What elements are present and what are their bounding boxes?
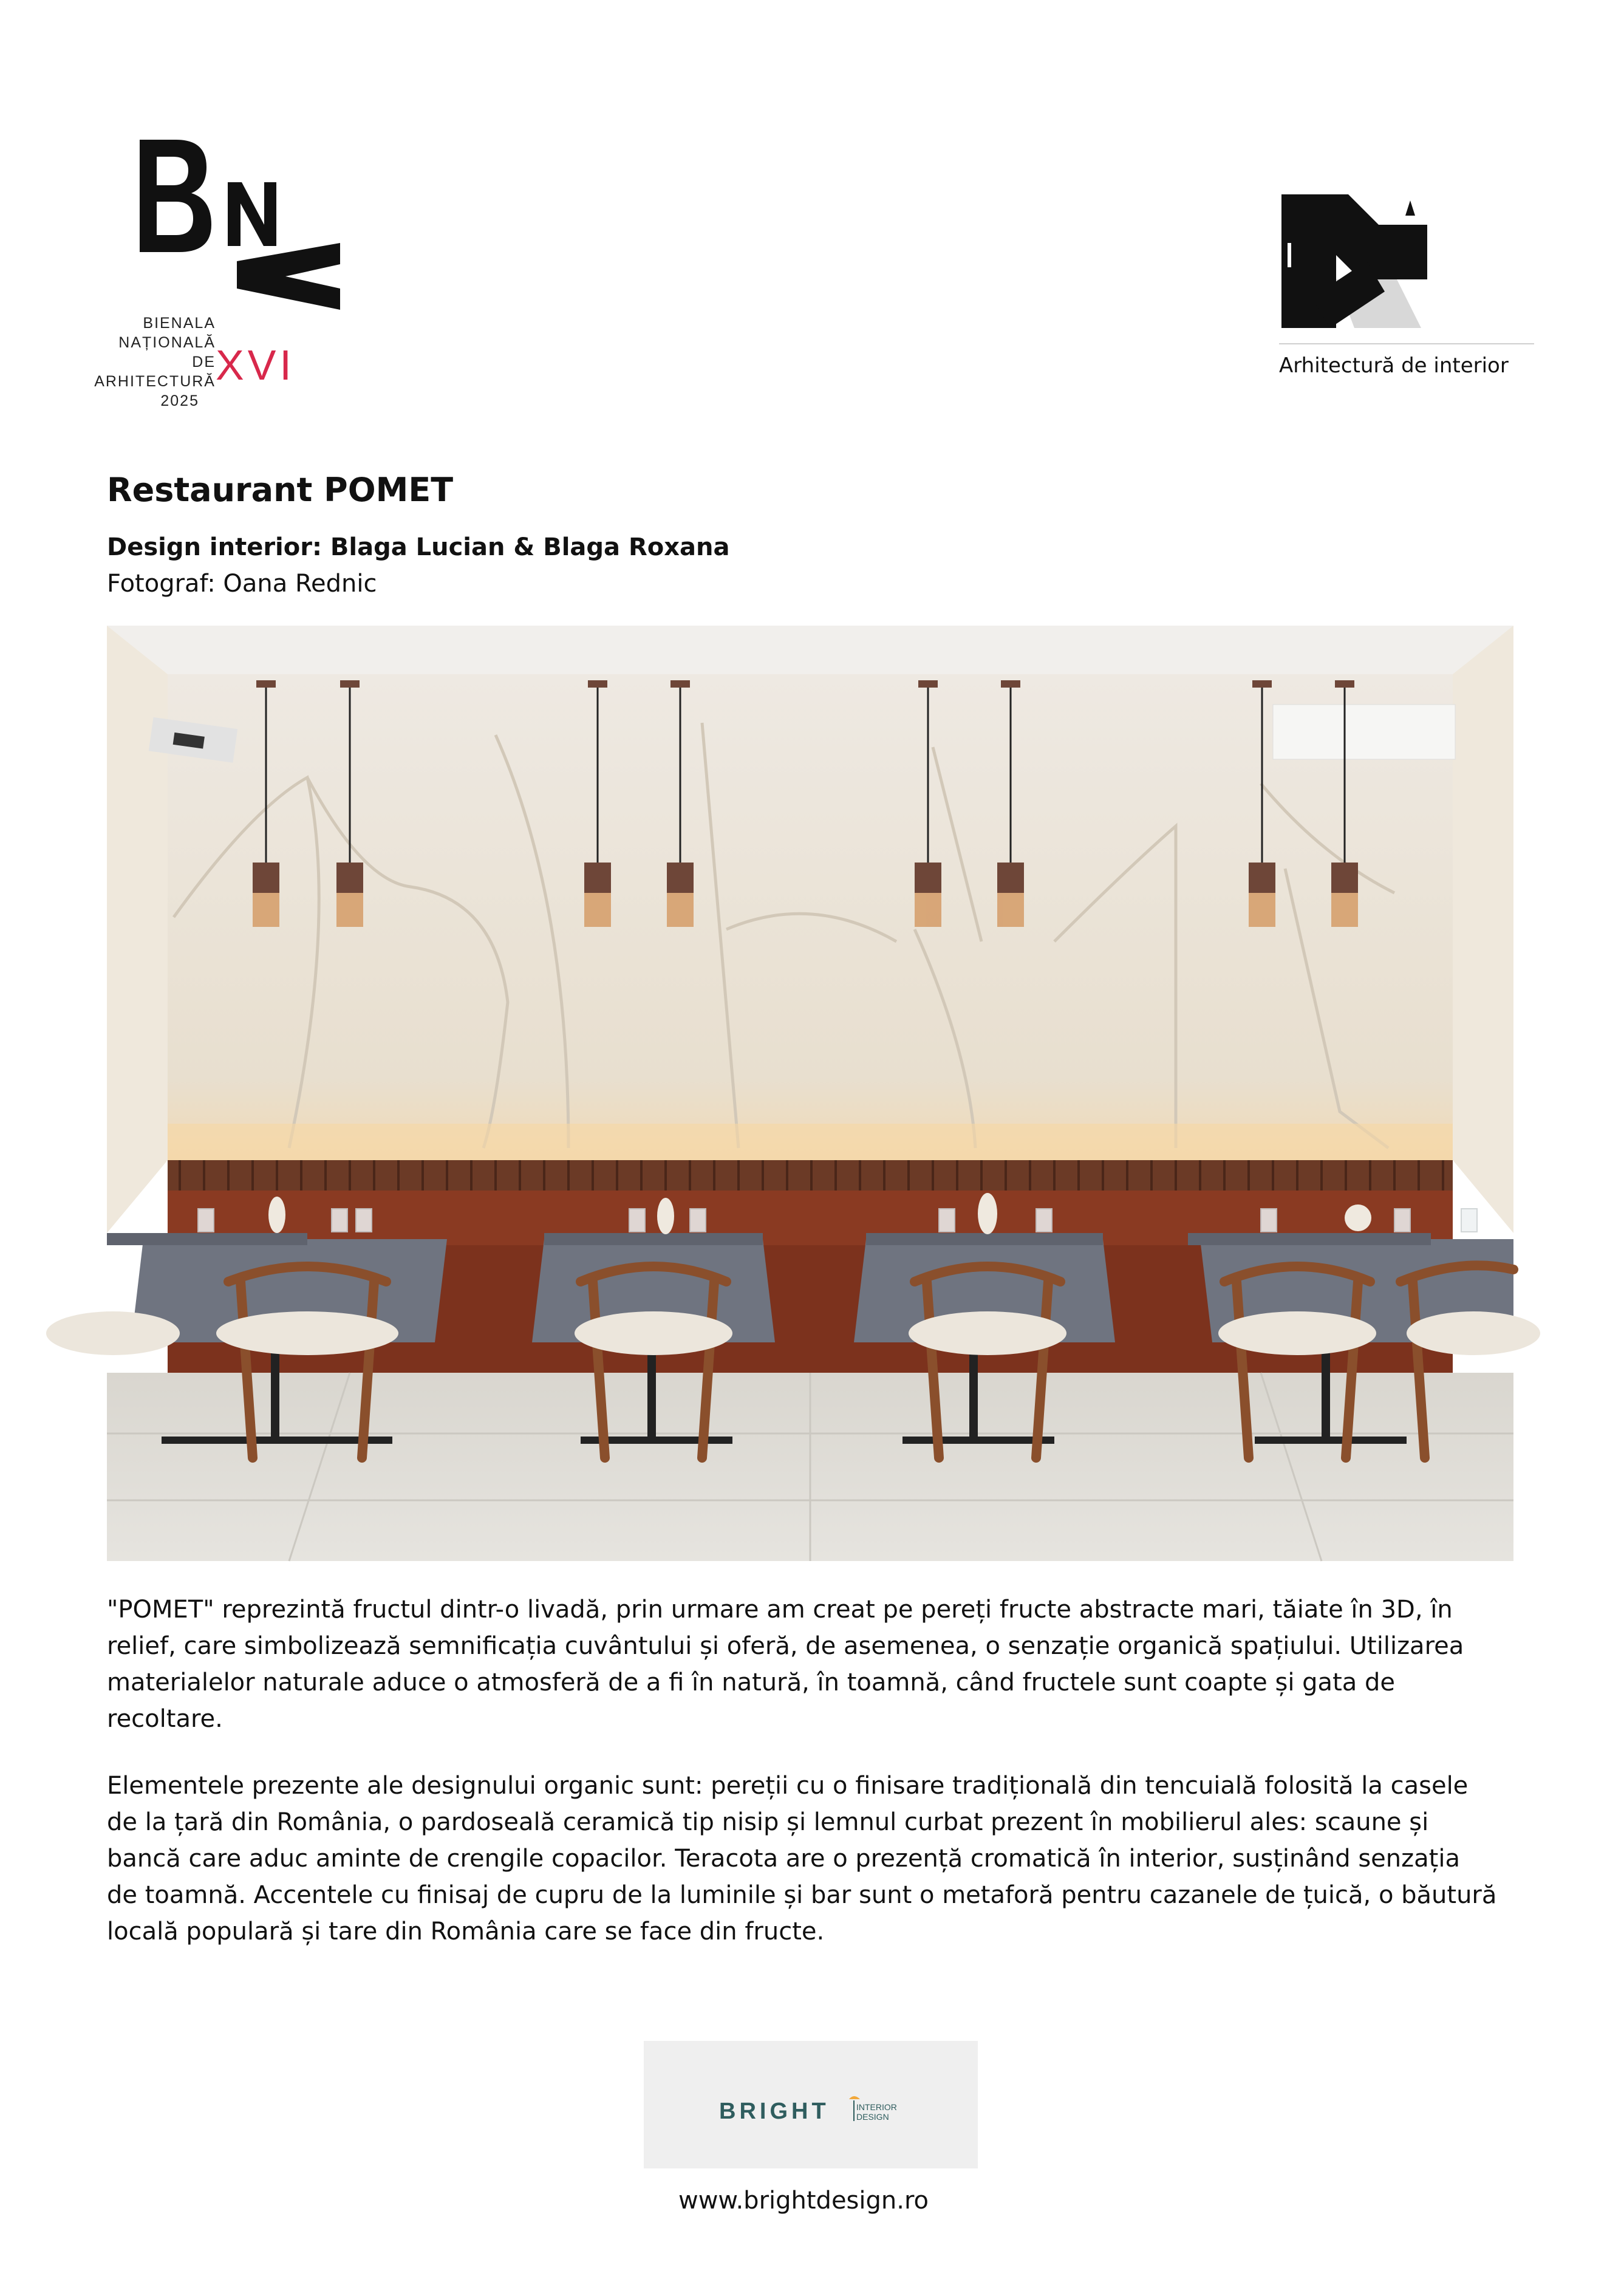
section-caption: Arhitectură de interior [1279, 354, 1509, 378]
website-link[interactable]: www.brightdesign.ro [678, 2187, 929, 2215]
sponsor-brand: BRIGHT [719, 2099, 830, 2124]
interior-architecture-logo [1275, 188, 1530, 340]
page-title: Restaurant POMET [107, 471, 454, 509]
logo-divider [1279, 343, 1534, 344]
sponsor-sub-2: DESIGN [856, 2112, 889, 2122]
description-paragraph-2: Elementele prezente ale designului organic sunt: pereții cu o finisare tradițională din tencuială folosită la casele de la țară din România, o pardoseală ceramică tip nisip și lemnul curbat prezent în mobilierul ales: scaune și bancă care aduc aminte de crengile copacilor. Teracota are o prezență cromatică în interior, susținând senzația de toamnă. Accentele cu finisaj de cupru de la luminile și bar sunt o metaforă pentru cazanele de țuică, o băutură locală populară și tare din România care se face din fructe. [107, 1772, 1497, 1946]
bna-line-4: ARHITECTURĂ [94, 373, 216, 390]
sponsor-sub-1: INTERIOR [856, 2102, 897, 2112]
bna-logo [94, 134, 364, 413]
sun-icon [849, 2096, 860, 2099]
sponsor-logo [719, 2094, 913, 2125]
bna-line-5: 2025 [160, 392, 199, 409]
bna-line-2: NAȚIONALĂ [118, 334, 216, 351]
restaurant-photo [107, 626, 1513, 1561]
description-paragraph-1: "POMET" reprezintă fructul dintr-o livadă, prin urmare am creat pe pereți fructe abstracte mari, tăiate în 3D, în relief, care simbolizează semnificația cuvântului și oferă, de asemenea, o senzație organică spațiului. Utilizarea materialelor naturale aduce o atmosferă de a fi în natură, în toamnă, când fructele sunt coapte și gata de recoltare. [107, 1596, 1464, 1733]
bna-line-1: BIENALA [143, 315, 216, 332]
photographer-credit: Fotograf: Oana Rednic [107, 570, 377, 598]
bna-line-3: DE [192, 354, 216, 371]
designer-credit: Design interior: Blaga Lucian & Blaga Roxana [107, 533, 730, 561]
bna-edition: XVI [216, 341, 295, 389]
